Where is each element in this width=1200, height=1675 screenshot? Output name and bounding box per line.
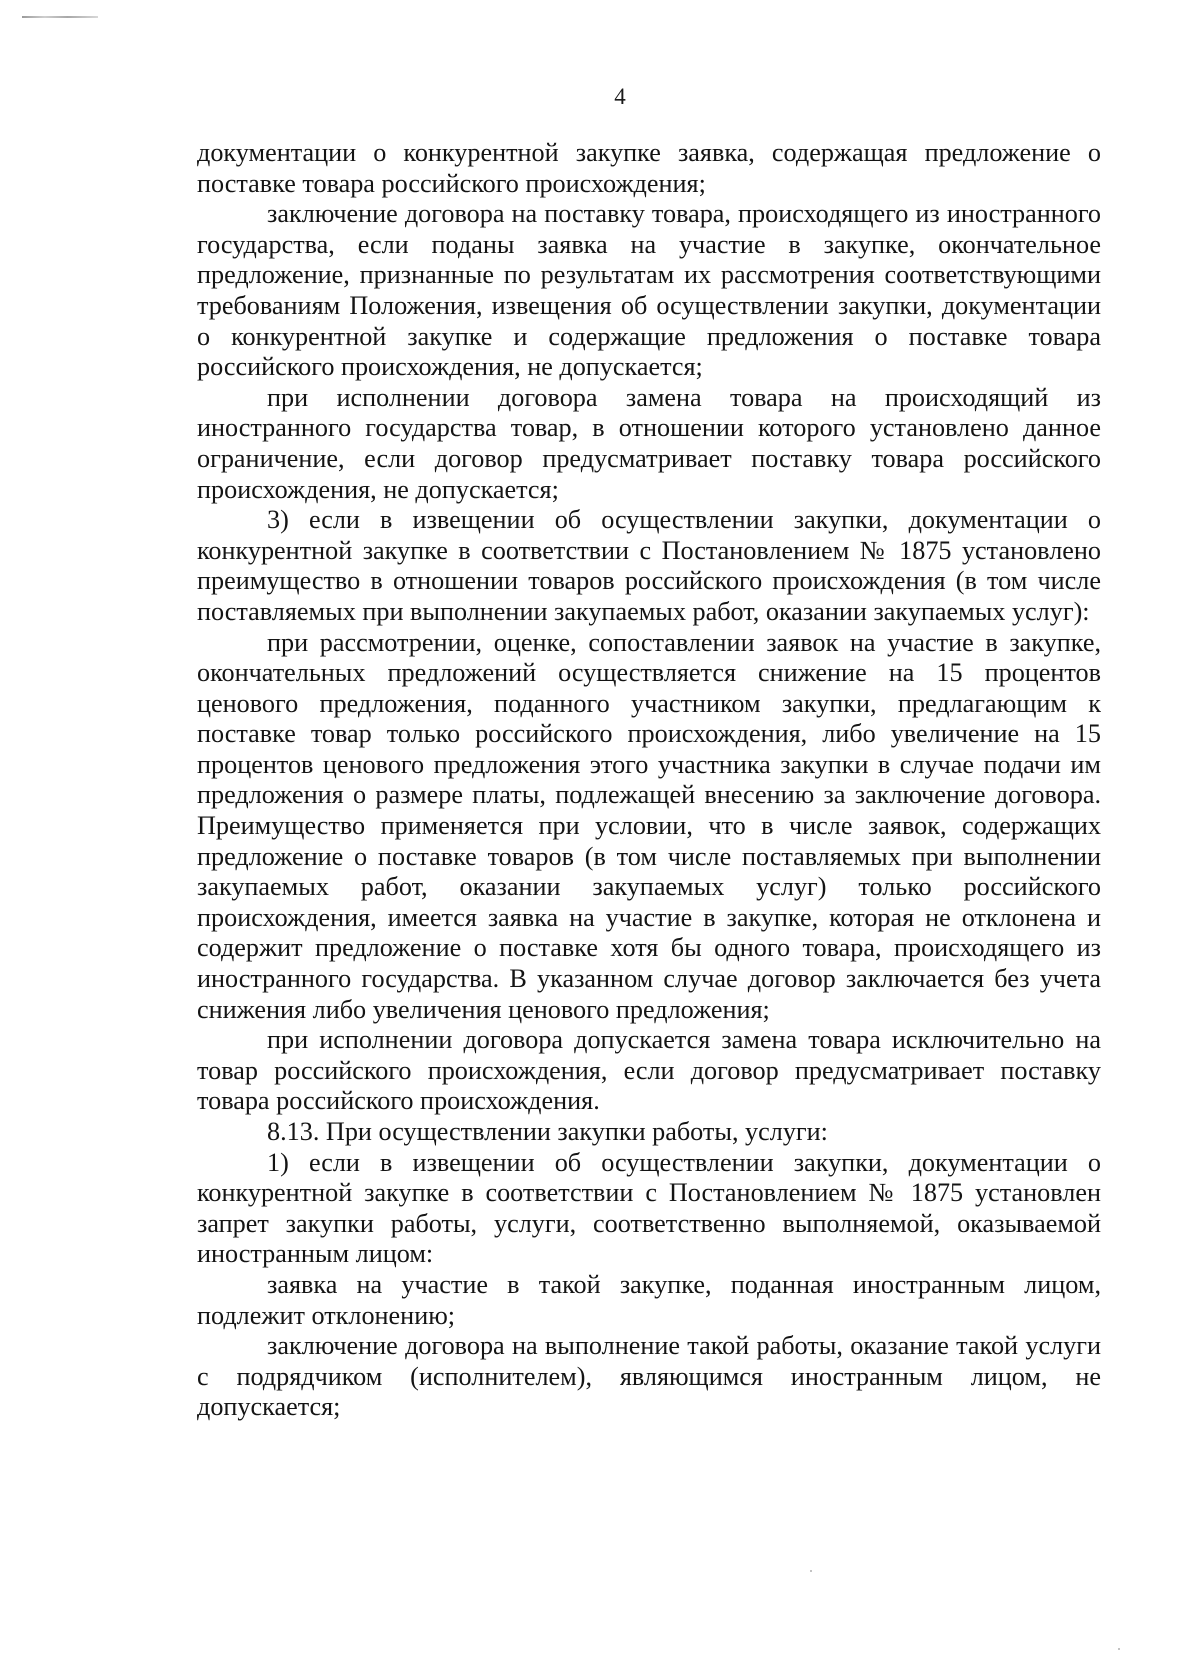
scan-artifact: [22, 16, 98, 18]
paragraph: при исполнении договора допускается замена товара исключительно на товар российского происхождения, если договор предусматривает поставку товара российского происхождения.: [197, 1025, 1101, 1116]
paragraph: при исполнении договора замена товара на происходящий из иностранного государства товар, в отношении которого установлено данное ограничение, если договор предусматривает поставку товара российского происхождения, не допускается;: [197, 382, 1101, 504]
paragraph: заявка на участие в такой закупке, поданная иностранным лицом, подлежит отклонению;: [197, 1269, 1101, 1330]
page-number: 4: [614, 84, 626, 109]
scan-artifact: [810, 1570, 812, 1572]
paragraph: 3) если в извещении об осуществлении закупки, документации о конкурентной закупке в соответствии с Постановлением № 1875 установлено преимущество в отношении товаров российского происхождения (в том числе поставляемых при выполнении закупаемых работ, оказании закупаемых услуг):: [197, 505, 1101, 626]
document-body: [197, 138, 1101, 1423]
paragraph: заключение договора на выполнение такой работы, оказание такой услуги с подрядчиком (исполнителем), являющимся иностранным лицом, не допускается;: [197, 1331, 1101, 1422]
section-heading: 8.13. При осуществлении закупки работы, услуги:: [267, 1117, 828, 1146]
paragraph: при рассмотрении, оценке, сопоставлении заявок на участие в закупке, окончательных предложений осуществляется снижение на 15 процентов ценового предложения, поданного участником закупки, предлагающим к поставке товар только российского происхождения, либо увеличение на 15 процентов ценового предложения этого участника закупки в случае подачи им предложения о размере платы, подлежащей внесению за заключение договора. Преимущество применяется при условии, что в числе заявок, содержащих предложение о поставке товаров (в том числе поставляемых при выполнении закупаемых работ, оказании закупаемых услуг) только российского происхождения, имеется заявка на участие в закупке, которая не отклонена и содержит предложение о поставке хотя бы одного товара, происходящего из иностранного государства. В указанном случае договор заключается без учета снижения либо увеличения ценового предложения;: [197, 627, 1101, 1024]
paragraph: заключение договора на поставку товара, происходящего из иностранного государства, если поданы заявка на участие в закупке, окончательное предложение, признанные по результатам их рассмотрения соответствующими требованиям Положения, извещения об осуществлении закупки, документации о конкурентной закупке и содержащие предложения о поставке товара российского происхождения, не допускается;: [197, 199, 1101, 382]
paragraph: 1) если в извещении об осуществлении закупки, документации о конкурентной закупке в соответствии с Постановлением № 1875 установлен запрет закупки работы, услуги, соответственно выполняемой, оказываемой иностранным лицом:: [197, 1147, 1101, 1269]
paragraph: документации о конкурентной закупке заявка, содержащая предложение о поставке товара российского происхождения;: [197, 138, 1101, 198]
scan-artifact: [1118, 1648, 1120, 1650]
